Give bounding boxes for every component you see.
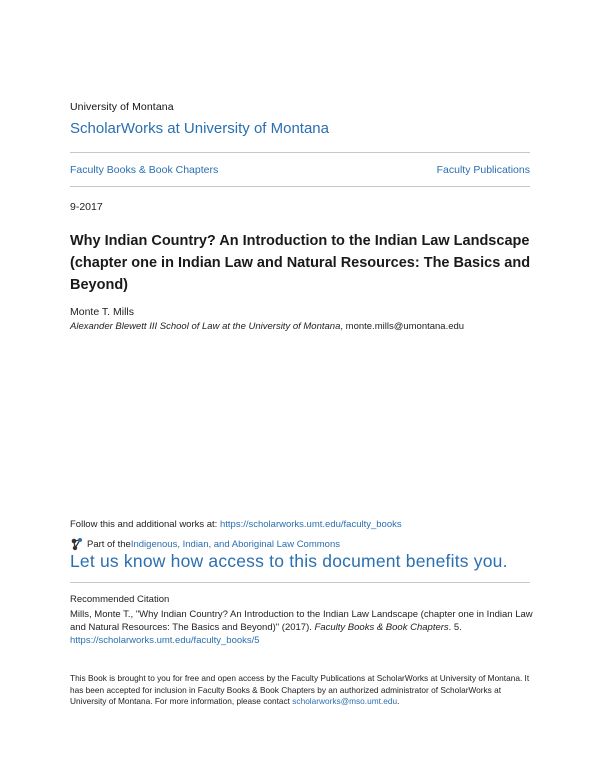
author-email: , monte.mills@umontana.edu xyxy=(340,321,465,332)
citation-text xyxy=(70,608,535,647)
publication-date: 9-2017 xyxy=(70,201,103,213)
feedback-link[interactable]: Let us know how access to this document benefits you. xyxy=(70,551,508,571)
citation-url[interactable]: https://scholarworks.umt.edu/faculty_books/5 xyxy=(70,635,260,646)
follow-line xyxy=(70,519,402,530)
access-notice xyxy=(70,673,535,708)
divider-citation xyxy=(70,582,530,583)
follow-prefix: Follow this and additional works at: xyxy=(70,519,220,530)
author-name: Monte T. Mills xyxy=(70,306,134,318)
divider-top xyxy=(70,152,530,153)
notice-text: This Book is brought to you for free and open access by the Faculty Publications at ScholarWorks at University of Montana. It has been accepted for inclusion in Faculty Books & Book Chapters by an authorized administrator of ScholarWorks at University of Montana. For more information, please contact xyxy=(70,673,530,706)
citation-series: Faculty Books & Book Chapters xyxy=(314,622,449,633)
faculty-books-link[interactable]: Faculty Books & Book Chapters xyxy=(70,164,219,176)
affiliation-institution: Alexander Blewett III School of Law at the University of Montana xyxy=(70,321,341,332)
commons-network-icon xyxy=(70,537,84,551)
author-affiliation xyxy=(70,321,464,332)
repository-link[interactable]: ScholarWorks at University of Montana xyxy=(70,120,329,137)
commons-link[interactable]: Indigenous, Indian, and Aboriginal Law Commons xyxy=(130,538,340,550)
citation-body: Mills, Monte T., "Why Indian Country? An Introduction to the Indian Law Landscape (chapter one in Indian Law and Natural Resources: The Basics and Beyond)" (2017). xyxy=(70,609,533,633)
contact-email-link[interactable]: scholarworks@mso.umt.edu xyxy=(292,696,398,706)
notice-end: . xyxy=(397,696,400,706)
divider-nav xyxy=(70,186,530,187)
faculty-publications-link[interactable]: Faculty Publications xyxy=(436,164,530,176)
citation-number: . 5. xyxy=(448,622,462,633)
citation-heading: Recommended Citation xyxy=(70,594,170,605)
part-of-line xyxy=(70,537,340,551)
institution-name: University of Montana xyxy=(70,101,174,113)
follow-link[interactable]: https://scholarworks.umt.edu/faculty_books xyxy=(219,519,402,530)
part-of-prefix: Part of the xyxy=(87,538,131,550)
document-title: Why Indian Country? An Introduction to the Indian Law Landscape (chapter one in Indian Law and Natural Resources: The Basics and Beyond) xyxy=(70,233,531,293)
